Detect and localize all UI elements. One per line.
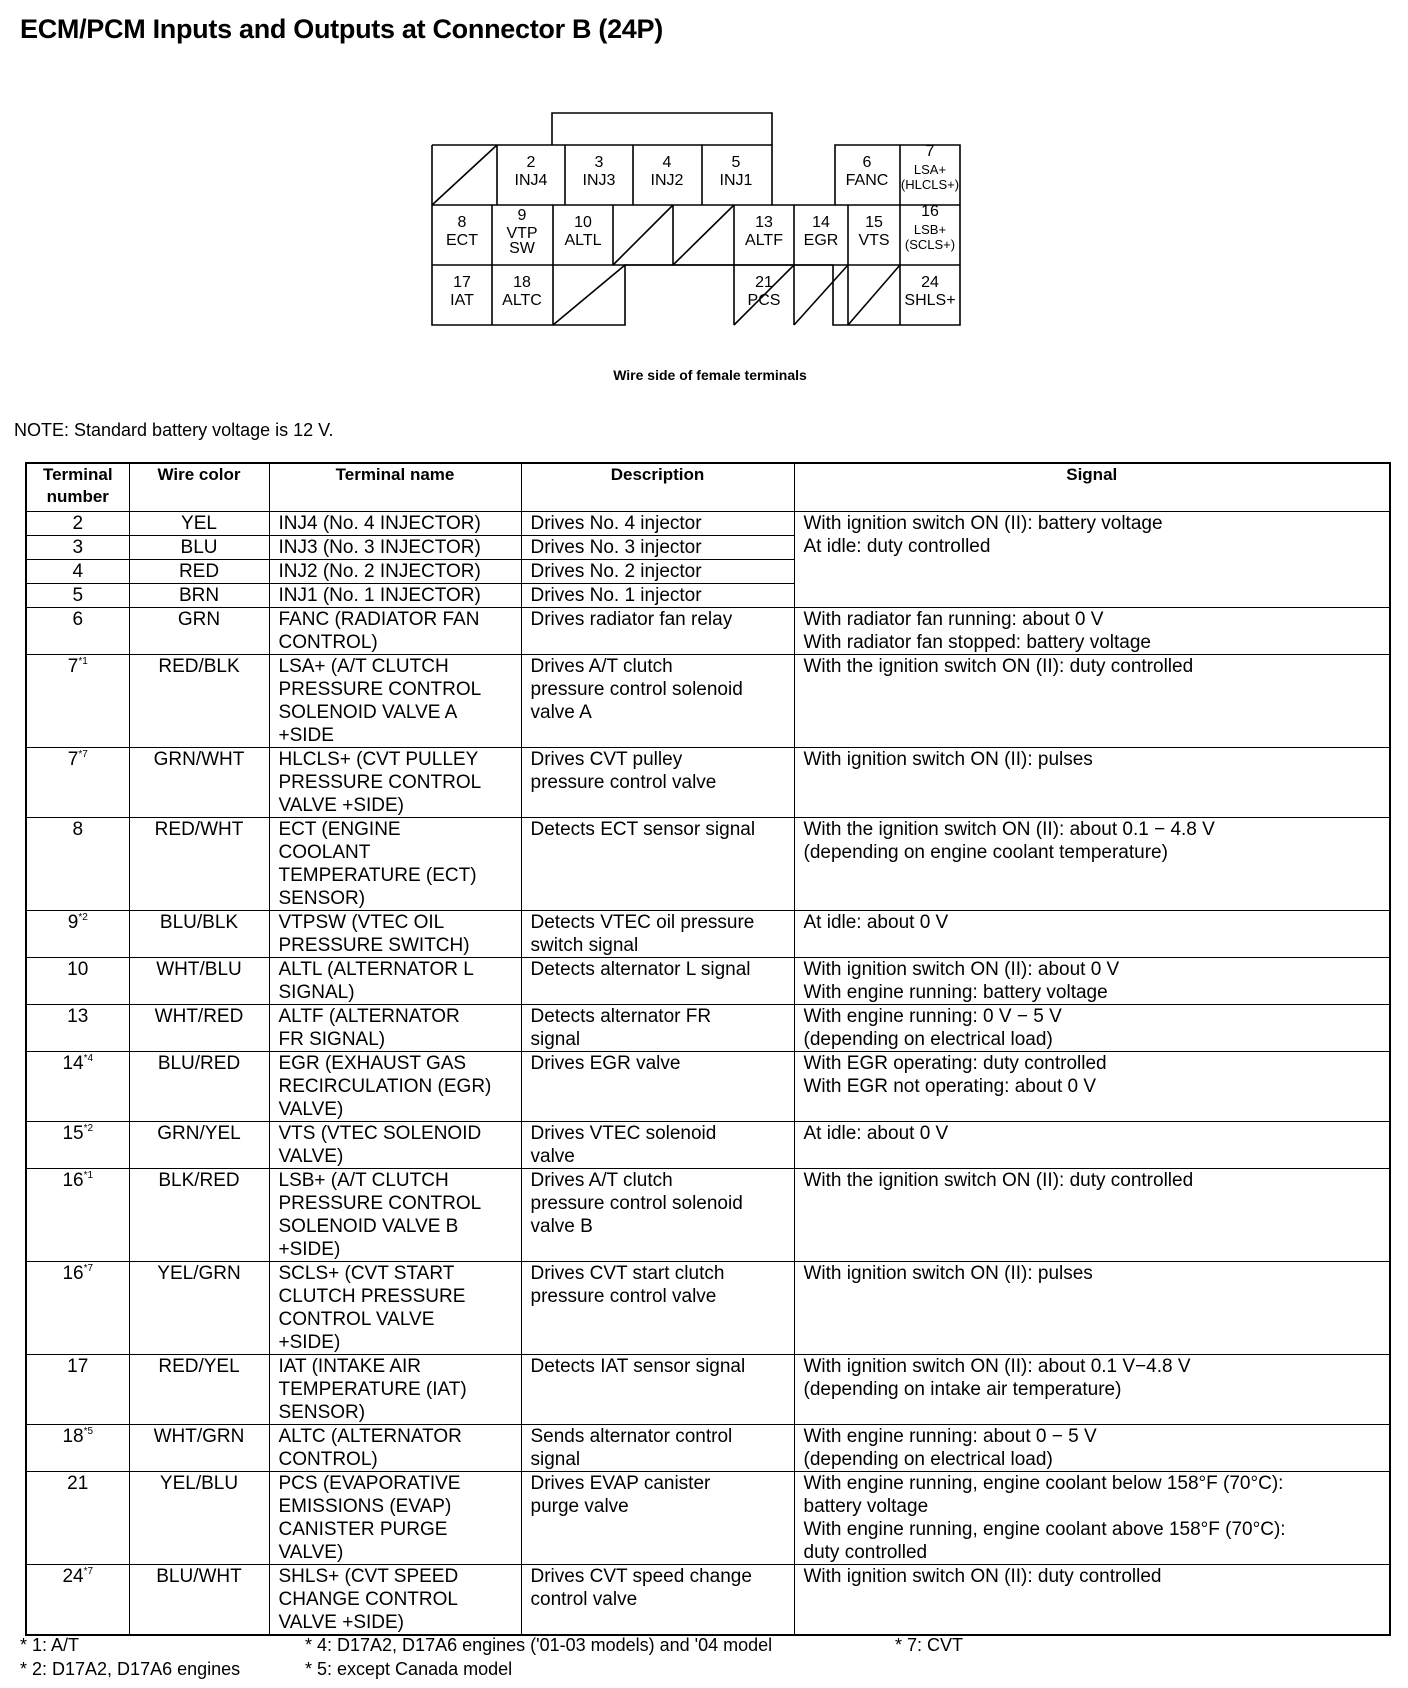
- empty-cavity-23: [848, 265, 900, 325]
- terminal-number: 17: [67, 1356, 89, 1377]
- table-row: [26, 1355, 1390, 1425]
- terminal-number-cell: [26, 1122, 129, 1169]
- terminal-name-cell: FANC (RADIATOR FAN CONTROL): [269, 608, 521, 655]
- table-row: [26, 1565, 1390, 1636]
- terminal-name-cell: VTS (VTEC SOLENOID VALVE): [269, 1122, 521, 1169]
- footnote-ref: *1: [83, 1170, 94, 1181]
- empty-cavity-12: [673, 205, 734, 265]
- terminal-name-cell: LSB+ (A/T CLUTCH PRESSURE CONTROL SOLENOID VALVE B +SIDE): [269, 1169, 521, 1262]
- connector-terminal-21-label: PCS: [747, 292, 781, 309]
- table-row: [26, 1122, 1390, 1169]
- connector-terminal-9-alt-label: SW: [509, 240, 535, 257]
- terminal-number: 8: [72, 819, 84, 840]
- wire-color-cell: BLU/RED: [129, 1052, 269, 1122]
- description-cell: Drives EGR valve: [521, 1052, 794, 1122]
- footnote-7: * 7: CVT: [895, 1635, 964, 1655]
- signal-cell: With the ignition switch ON (II): about 0.1 − 4.8 V (depending on engine coolant temperature): [794, 818, 1390, 911]
- connector-terminal-24-label: SHLS+: [904, 292, 956, 309]
- wire-color-cell: GRN: [129, 608, 269, 655]
- table-row: [26, 958, 1390, 1005]
- terminal-name-cell: ALTF (ALTERNATOR FR SIGNAL): [269, 1005, 521, 1052]
- connector-terminal-18-label: ALTC: [502, 292, 542, 309]
- terminal-number-cell: [26, 608, 129, 655]
- terminal-number: 10: [67, 959, 89, 980]
- terminal-number-cell: [26, 958, 129, 1005]
- terminal-number: 24: [62, 1566, 84, 1587]
- connector-caption: Wire side of female terminals: [613, 367, 807, 383]
- signal-cell: With ignition switch ON (II): pulses: [794, 748, 1390, 818]
- table-row: [26, 512, 1390, 536]
- terminal-number-cell: [26, 1565, 129, 1636]
- terminal-number: 15: [62, 1123, 84, 1144]
- connector-terminal-17-number: 17: [453, 274, 471, 291]
- footnote-ref: *2: [83, 1123, 94, 1134]
- footnote-ref: *4: [83, 1053, 94, 1064]
- wire-color-cell: RED/WHT: [129, 818, 269, 911]
- terminal-number: 5: [72, 585, 84, 606]
- connector-terminal-2-label: INJ4: [514, 172, 548, 189]
- terminal-number: 2: [72, 513, 84, 534]
- terminal-number: 16: [62, 1170, 84, 1191]
- footnote-2: * 2: D17A2, D17A6 engines: [20, 1659, 241, 1679]
- description-cell: Drives CVT start clutch pressure control valve: [521, 1262, 794, 1355]
- empty-cavity-11: [613, 205, 673, 265]
- connector-terminal-2-number: 2: [526, 154, 536, 171]
- table-row: [26, 818, 1390, 911]
- signal-cell: With ignition switch ON (II): about 0 V With engine running: battery voltage: [794, 958, 1390, 1005]
- signal-cell: At idle: about 0 V: [794, 1122, 1390, 1169]
- connector-terminal-4-number: 4: [662, 154, 672, 171]
- terminal-number-cell: [26, 655, 129, 748]
- connector-terminal-7-label: LSA+: [913, 162, 947, 177]
- table-row: [26, 1472, 1390, 1565]
- terminal-number-cell: [26, 1355, 129, 1425]
- terminal-number: 16: [62, 1263, 84, 1284]
- description-cell: Drives No. 4 injector: [521, 512, 794, 536]
- description-cell: Detects alternator L signal: [521, 958, 794, 1005]
- terminal-number-cell: [26, 748, 129, 818]
- footnote-ref: *7: [83, 1566, 94, 1577]
- signal-cell: At idle: about 0 V: [794, 911, 1390, 958]
- wire-color-cell: YEL/GRN: [129, 1262, 269, 1355]
- header-terminal-name: Terminal name: [269, 463, 521, 512]
- description-cell: Drives No. 1 injector: [521, 584, 794, 608]
- page-title: ECM/PCM Inputs and Outputs at Connector B (24P): [20, 14, 663, 44]
- terminal-number-cell: [26, 1052, 129, 1122]
- empty-cavity-1: [432, 145, 497, 205]
- terminal-number: 4: [72, 561, 84, 582]
- wire-color-cell: YEL/BLU: [129, 1472, 269, 1565]
- terminal-name-cell: ECT (ENGINE COOLANT TEMPERATURE (ECT) SENSOR): [269, 818, 521, 911]
- header-signal: Signal: [794, 463, 1390, 512]
- description-cell: Detects alternator FR signal: [521, 1005, 794, 1052]
- terminal-number: 7: [67, 656, 79, 677]
- connector-terminal-9-label: VTP: [506, 225, 538, 242]
- connector-terminal-4-label: INJ2: [650, 172, 684, 189]
- terminal-number: 3: [72, 537, 84, 558]
- header-description: Description: [521, 463, 794, 512]
- wire-color-cell: GRN/YEL: [129, 1122, 269, 1169]
- description-cell: Drives A/T clutch pressure control solenoid valve A: [521, 655, 794, 748]
- connector-terminal-5-label: INJ1: [719, 172, 753, 189]
- connector-terminal-24-number: 24: [921, 274, 939, 291]
- signal-cell: With engine running, engine coolant below 158°F (70°C): battery voltage With engine running, engine coolant above 158°F (70°C): duty controlled: [794, 1472, 1390, 1565]
- empty-cavity-22: [794, 265, 848, 325]
- connector-terminal-14-number: 14: [812, 214, 830, 231]
- wire-color-cell: GRN/WHT: [129, 748, 269, 818]
- signal-cell: With ignition switch ON (II): duty controlled: [794, 1565, 1390, 1636]
- footnote-5: * 5: except Canada model: [305, 1659, 513, 1679]
- terminal-number: 13: [67, 1006, 89, 1027]
- table-row: [26, 1169, 1390, 1262]
- connector-terminal-8-label: ECT: [446, 232, 478, 249]
- table-row: [26, 1425, 1390, 1472]
- terminal-name-cell: IAT (INTAKE AIR TEMPERATURE (IAT) SENSOR): [269, 1355, 521, 1425]
- header-terminal-number: Terminal number: [26, 463, 129, 512]
- table-body: [26, 512, 1390, 1636]
- terminal-number-cell: [26, 512, 129, 536]
- connector-terminal-3-label: INJ3: [582, 172, 616, 189]
- signal-cell: With engine running: about 0 − 5 V (depending on electrical load): [794, 1425, 1390, 1472]
- connector-terminal-13-number: 13: [755, 214, 773, 231]
- terminal-number-cell: [26, 1425, 129, 1472]
- terminal-number-cell: [26, 1169, 129, 1262]
- connector-terminal-16-label: LSB+: [913, 222, 947, 237]
- terminal-name-cell: INJ2 (No. 2 INJECTOR): [269, 560, 521, 584]
- connector-terminal-7-alt-label: (HLCLS+): [900, 177, 960, 192]
- wire-color-cell: BLK/RED: [129, 1169, 269, 1262]
- wire-color-cell: WHT/GRN: [129, 1425, 269, 1472]
- signal-cell: With the ignition switch ON (II): duty controlled: [794, 1169, 1390, 1262]
- table-row: [26, 608, 1390, 655]
- connector-terminal-10-number: 10: [574, 214, 592, 231]
- signal-cell: With radiator fan running: about 0 V With radiator fan stopped: battery voltage: [794, 608, 1390, 655]
- terminal-name-cell: HLCLS+ (CVT PULLEY PRESSURE CONTROL VALVE +SIDE): [269, 748, 521, 818]
- footnote-ref: *1: [78, 656, 88, 667]
- terminal-number: 14: [62, 1053, 84, 1074]
- terminal-name-cell: VTPSW (VTEC OIL PRESSURE SWITCH): [269, 911, 521, 958]
- connector-terminal-16-number: 16: [921, 203, 939, 220]
- table-row: [26, 1262, 1390, 1355]
- connector-terminal-9-number: 9: [517, 207, 527, 224]
- description-cell: Drives EVAP canister purge valve: [521, 1472, 794, 1565]
- signal-cell: With EGR operating: duty controlled With EGR not operating: about 0 V: [794, 1052, 1390, 1122]
- wire-color-cell: RED/BLK: [129, 655, 269, 748]
- footnote-ref: *5: [83, 1426, 94, 1437]
- terminal-name-cell: ALTC (ALTERNATOR CONTROL): [269, 1425, 521, 1472]
- connector-24p-svg: [430, 110, 990, 330]
- signal-cell: With ignition switch ON (II): pulses: [794, 1262, 1390, 1355]
- table-header-row: [26, 463, 1390, 512]
- terminal-name-cell: INJ4 (No. 4 INJECTOR): [269, 512, 521, 536]
- table-row: [26, 911, 1390, 958]
- terminal-name-cell: SHLS+ (CVT SPEED CHANGE CONTROL VALVE +SIDE): [269, 1565, 521, 1636]
- description-cell: Detects IAT sensor signal: [521, 1355, 794, 1425]
- terminal-number: 18: [62, 1426, 84, 1447]
- description-cell: Detects ECT sensor signal: [521, 818, 794, 911]
- description-cell: Drives No. 3 injector: [521, 536, 794, 560]
- connector-terminal-8-number: 8: [457, 214, 467, 231]
- terminal-number-cell: [26, 1262, 129, 1355]
- description-cell: Drives VTEC solenoid valve: [521, 1122, 794, 1169]
- terminal-number-cell: [26, 560, 129, 584]
- connector-terminal-6-label: FANC: [845, 172, 889, 189]
- connector-lock-tab: [552, 113, 772, 145]
- wire-color-cell: BRN: [129, 584, 269, 608]
- terminal-number-cell: [26, 536, 129, 560]
- connector-terminal-7-number: 7: [925, 143, 935, 160]
- description-cell: Drives No. 2 injector: [521, 560, 794, 584]
- description-cell: Drives radiator fan relay: [521, 608, 794, 655]
- connector-terminal-3-number: 3: [594, 154, 604, 171]
- terminal-number-cell: [26, 911, 129, 958]
- signal-cell: With ignition switch ON (II): about 0.1 V−4.8 V (depending on intake air temperature): [794, 1355, 1390, 1425]
- terminal-name-cell: INJ1 (No. 1 INJECTOR): [269, 584, 521, 608]
- wire-color-cell: BLU/WHT: [129, 1565, 269, 1636]
- connector-terminal-21-number: 21: [755, 274, 773, 291]
- connector-terminal-10-label: ALTL: [564, 232, 602, 249]
- terminal-name-cell: INJ3 (No. 3 INJECTOR): [269, 536, 521, 560]
- terminal-number: 7: [67, 749, 79, 770]
- connector-terminal-15-number: 15: [865, 214, 883, 231]
- empty-cavity-19: [553, 265, 625, 325]
- signal-cell: With ignition switch ON (II): battery voltage At idle: duty controlled: [794, 512, 1390, 608]
- terminal-name-cell: SCLS+ (CVT START CLUTCH PRESSURE CONTROL VALVE +SIDE): [269, 1262, 521, 1355]
- signal-cell: With engine running: 0 V − 5 V (depending on electrical load): [794, 1005, 1390, 1052]
- terminal-number: 21: [67, 1473, 89, 1494]
- connector-terminal-14-label: EGR: [803, 232, 839, 249]
- terminal-table: [25, 462, 1391, 1636]
- footnote-1: * 1: A/T: [20, 1635, 80, 1655]
- description-cell: Sends alternator control signal: [521, 1425, 794, 1472]
- connector-terminal-16-alt-label: (SCLS+): [904, 237, 956, 252]
- connector-terminal-13-label: ALTF: [745, 232, 783, 249]
- terminal-name-cell: EGR (EXHAUST GAS RECIRCULATION (EGR) VALVE): [269, 1052, 521, 1122]
- footnote-4: * 4: D17A2, D17A6 engines ('01-03 models) and '04 model: [305, 1635, 773, 1655]
- wire-color-cell: BLU: [129, 536, 269, 560]
- terminal-name-cell: LSA+ (A/T CLUTCH PRESSURE CONTROL SOLENOID VALVE A +SIDE: [269, 655, 521, 748]
- connector-terminal-5-number: 5: [731, 154, 741, 171]
- terminal-number-cell: [26, 1472, 129, 1565]
- connector-terminal-15-label: VTS: [858, 232, 890, 249]
- description-cell: Drives CVT speed change control valve: [521, 1565, 794, 1636]
- connector-terminal-18-number: 18: [513, 274, 531, 291]
- wire-color-cell: WHT/BLU: [129, 958, 269, 1005]
- connector-terminal-17-label: IAT: [450, 292, 474, 309]
- table-row: [26, 1005, 1390, 1052]
- wire-color-cell: RED: [129, 560, 269, 584]
- footnote-ref: *7: [78, 749, 88, 760]
- header-wire-color: Wire color: [129, 463, 269, 512]
- description-cell: Detects VTEC oil pressure switch signal: [521, 911, 794, 958]
- table-row: [26, 655, 1390, 748]
- terminal-number-cell: [26, 584, 129, 608]
- table-row: [26, 1052, 1390, 1122]
- description-cell: Drives A/T clutch pressure control solenoid valve B: [521, 1169, 794, 1262]
- footnote-ref: *7: [83, 1263, 94, 1274]
- wire-color-cell: WHT/RED: [129, 1005, 269, 1052]
- wire-color-cell: RED/YEL: [129, 1355, 269, 1425]
- footnote-ref: *2: [78, 912, 88, 923]
- terminal-name-cell: ALTL (ALTERNATOR L SIGNAL): [269, 958, 521, 1005]
- terminal-name-cell: PCS (EVAPORATIVE EMISSIONS (EVAP) CANISTER PURGE VALVE): [269, 1472, 521, 1565]
- wire-color-cell: YEL: [129, 512, 269, 536]
- signal-cell: With the ignition switch ON (II): duty controlled: [794, 655, 1390, 748]
- table-row: [26, 748, 1390, 818]
- terminal-number: 9: [67, 912, 79, 933]
- connector-diagram: [430, 110, 990, 335]
- terminal-number-cell: [26, 1005, 129, 1052]
- battery-voltage-note: NOTE: Standard battery voltage is 12 V.: [14, 420, 334, 440]
- connector-terminal-6-number: 6: [862, 154, 872, 171]
- terminal-number: 6: [72, 609, 84, 630]
- description-cell: Drives CVT pulley pressure control valve: [521, 748, 794, 818]
- terminal-number-cell: [26, 818, 129, 911]
- wire-color-cell: BLU/BLK: [129, 911, 269, 958]
